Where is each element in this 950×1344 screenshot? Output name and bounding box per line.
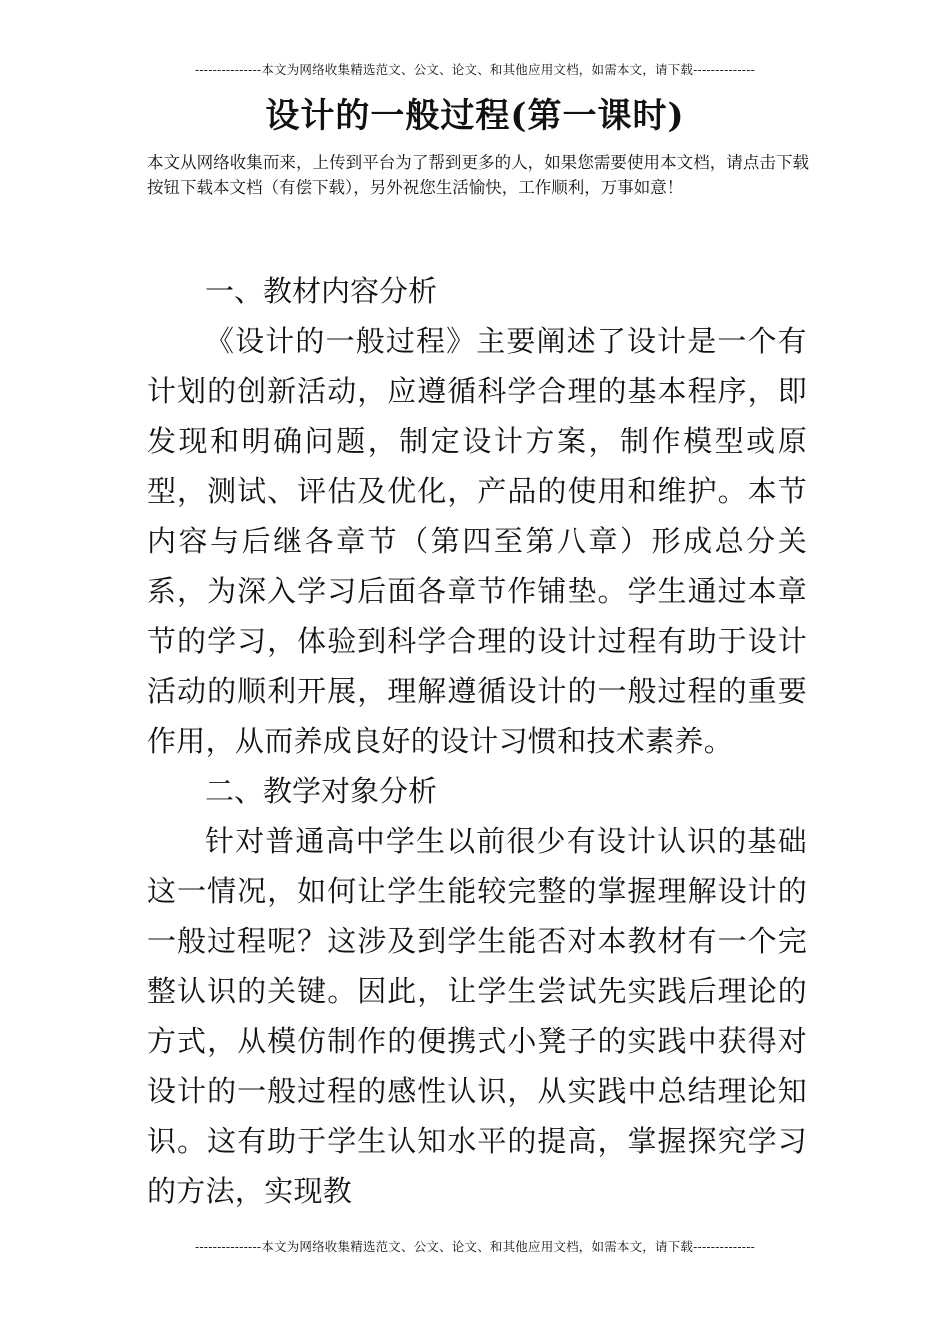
page-footer-text: ---------------本文为网络收集精选范文、公文、论文、和其他应用文档，如需本文，请下载-------------- (194, 1239, 756, 1254)
section-paragraph-textbook-analysis: 《设计的一般过程》主要阐述了设计是一个有计划的创新活动，应遵循科学合理的基本程序，即发现和明确问题，制定设计方案，制作模型或原型，测试、评估及优化，产品的使用和维护。本节内容与后继各章节（第四至第八章）形成总分关系，为深入学习后面各章节作铺垫。学生通过本章节的学习，体验到科学合理的设计过程有助于设计活动的顺利开展，理解遵循设计的一般过程的重要作用，从而养成良好的设计习惯和技术素养。 (147, 324, 807, 758)
document-title: 设计的一般过程(第一课时) (265, 96, 685, 136)
document-body (147, 266, 807, 1216)
intro-paragraph: 本文从网络收集而来，上传到平台为了帮到更多的人，如果您需要使用本文档，请点击下载按钮下载本文档（有偿下载），另外祝您生活愉快，工作顺利，万事如意！ (147, 153, 809, 197)
section-heading-textbook-analysis: 一、教材内容分析 (205, 274, 438, 308)
section-heading-student-analysis: 二、教学对象分析 (205, 774, 438, 808)
page-header-text: ---------------本文为网络收集精选范文、公文、论文、和其他应用文档，如需本文，请下载-------------- (194, 62, 756, 77)
section-paragraph-student-analysis: 针对普通高中学生以前很少有设计认识的基础这一情况，如何让学生能较完整的掌握理解设计的一般过程呢？这涉及到学生能否对本教材有一个完整认识的关键。因此，让学生尝试先实践后理论的方式，从模仿制作的便携式小凳子的实践中获得对设计的一般过程的感性认识，从实践中总结理论知识。这有助于学生认知水平的提高，掌握探究学习的方法，实现教 (147, 824, 807, 1208)
